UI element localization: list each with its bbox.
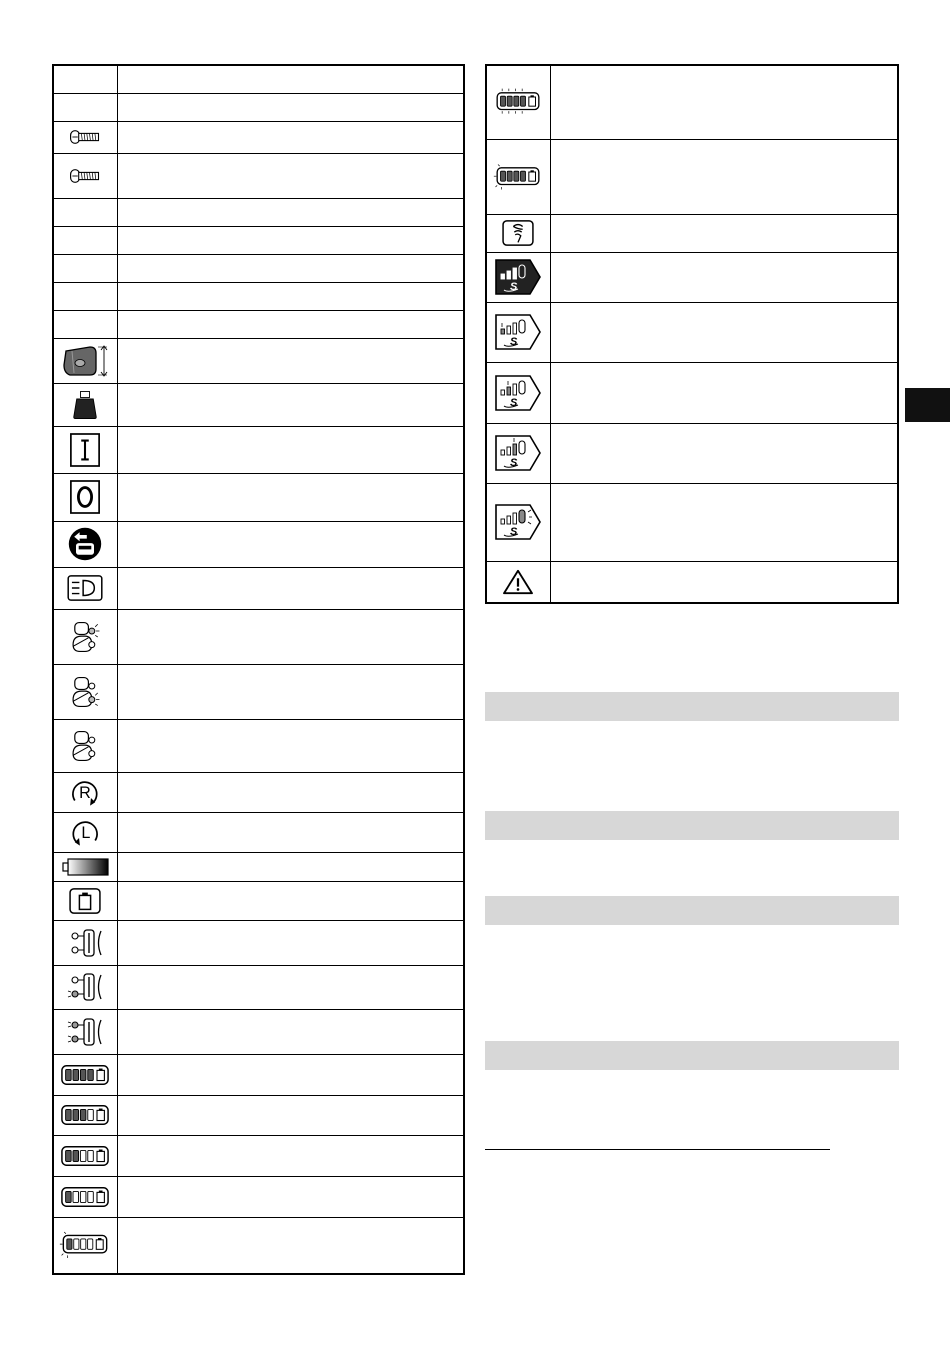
- symbol-glyph-text: [85, 84, 86, 85]
- mode-lower-lamp-icon: [68, 672, 102, 712]
- symbol-glyph-text: [85, 112, 86, 113]
- battery-release-icon: [67, 526, 103, 562]
- symbol-glyph-text: [85, 1168, 86, 1169]
- symbol-cell: [53, 881, 117, 920]
- symbol-row: [486, 561, 898, 603]
- symbol-cell: [53, 282, 117, 310]
- symbol-row: [53, 282, 464, 310]
- symbol-description: [117, 664, 464, 719]
- symbol-glyph-text: [518, 473, 519, 474]
- symbol-cell: [53, 920, 117, 965]
- symbol-row: [486, 423, 898, 483]
- symbol-cell: [53, 426, 117, 473]
- symbol-glyph-text: [85, 562, 86, 563]
- symbol-description: [550, 362, 898, 423]
- language-side-tab: [905, 388, 950, 422]
- symbol-row: [53, 198, 464, 226]
- footnote-rule: [485, 1149, 830, 1150]
- symbol-cell: [53, 1054, 117, 1095]
- symbol-glyph-text: [85, 329, 86, 330]
- symbol-description: [117, 1217, 464, 1274]
- symbol-cell: [53, 772, 117, 812]
- symbol-cell: [53, 1135, 117, 1176]
- svg-text:S: S: [510, 457, 518, 469]
- symbol-glyph-text: [85, 1127, 86, 1128]
- screw-icon: [67, 128, 103, 146]
- symbol-row: [53, 1009, 464, 1054]
- symbol-cell: [53, 664, 117, 719]
- symbol-description: [117, 473, 464, 521]
- svg-text:S: S: [510, 526, 518, 538]
- symbol-description: [117, 609, 464, 664]
- symbol-glyph-text: [518, 542, 519, 543]
- symbol-description: [117, 338, 464, 383]
- mode-both-off-icon: [68, 726, 102, 766]
- symbol-glyph-text: [85, 468, 86, 469]
- lamp-panel-both-on-icon: [67, 1013, 103, 1051]
- battery-all-blinking-icon: [493, 87, 543, 117]
- symbol-row: [53, 609, 464, 664]
- battery-level-4-icon: [59, 1063, 111, 1087]
- symbol-description: [550, 483, 898, 561]
- symbol-glyph-text: [85, 1209, 86, 1210]
- rotation-left-icon: [68, 815, 102, 849]
- symbol-description: [117, 812, 464, 852]
- symbol-cell: [53, 521, 117, 567]
- symbol-row: [53, 920, 464, 965]
- mode-upper-lamp-icon: [68, 617, 102, 657]
- symbol-cell: [486, 65, 550, 139]
- symbol-description: [117, 1009, 464, 1054]
- symbol-row: [486, 65, 898, 139]
- symbol-description: [117, 719, 464, 772]
- screw-icon: [67, 167, 103, 185]
- symbol-description: [117, 153, 464, 198]
- battery-level-1-icon: [59, 1185, 111, 1209]
- symbol-row: [53, 881, 464, 920]
- symbol-glyph-text: [518, 352, 519, 353]
- symbol-glyph-text: [85, 849, 86, 850]
- symbol-row: [53, 965, 464, 1009]
- empty-symbol: [70, 263, 100, 273]
- symbol-row: [53, 719, 464, 772]
- symbol-glyph-text: [85, 1051, 86, 1052]
- symbol-glyph-text: [85, 146, 86, 147]
- symbol-description: [550, 423, 898, 483]
- symbol-cell: [53, 254, 117, 282]
- warning-icon: [502, 568, 534, 596]
- symbol-row: [53, 121, 464, 153]
- symbol-row: [53, 226, 464, 254]
- symbol-glyph-text: [85, 217, 86, 218]
- symbol-glyph-text: [85, 515, 86, 516]
- symbol-cell: [53, 609, 117, 664]
- symbol-glyph-text: [518, 413, 519, 414]
- section-heading-bar-2: [485, 811, 899, 840]
- symbol-row: [53, 310, 464, 338]
- svg-text:L: L: [81, 823, 91, 842]
- symbol-row: [53, 426, 464, 473]
- symbol-glyph-text: [518, 191, 519, 192]
- rotation-right-icon: [68, 775, 102, 809]
- symbol-description: [117, 965, 464, 1009]
- symbol-cell: [53, 567, 117, 609]
- symbol-cell: [53, 1095, 117, 1135]
- symbol-cell: [53, 153, 117, 198]
- symbol-cell: [486, 302, 550, 362]
- symbol-row: [53, 1217, 464, 1274]
- section-heading-bar-1: [485, 692, 899, 721]
- symbol-cell: [486, 423, 550, 483]
- symbol-row: [486, 362, 898, 423]
- symbol-cell: [53, 65, 117, 93]
- cylinder-dimension-icon: [59, 343, 111, 379]
- symbol-description: [550, 302, 898, 362]
- work-light-icon: [66, 574, 104, 602]
- symbol-glyph-text: [85, 185, 86, 186]
- symbol-glyph-text: [85, 766, 86, 767]
- symbol-row: [53, 93, 464, 121]
- symbol-row: [486, 252, 898, 302]
- symbol-glyph-text: [85, 1259, 86, 1260]
- symbol-cell: [53, 812, 117, 852]
- symbol-description: [117, 254, 464, 282]
- symbol-description: [117, 426, 464, 473]
- svg-text:R: R: [79, 783, 92, 802]
- symbol-glyph-text: [85, 809, 86, 810]
- symbol-description: [117, 121, 464, 153]
- symbol-row: [53, 338, 464, 383]
- symbol-description: [117, 198, 464, 226]
- symbol-description: [117, 772, 464, 812]
- symbol-row: [53, 1176, 464, 1217]
- symbol-row: [53, 1095, 464, 1135]
- svg-text:S: S: [510, 396, 518, 409]
- symbol-glyph-text: [85, 602, 86, 603]
- symbol-cell: [486, 483, 550, 561]
- symbol-description: [117, 226, 464, 254]
- symbol-glyph-text: [85, 379, 86, 380]
- symbol-description: [550, 252, 898, 302]
- symbol-glyph-text: [85, 878, 86, 879]
- symbol-glyph-text: [85, 712, 86, 713]
- symbol-cell: [53, 338, 117, 383]
- symbol-glyph-text: [85, 273, 86, 274]
- symbol-row: [53, 65, 464, 93]
- symbol-cell: [486, 214, 550, 252]
- symbol-description: [550, 65, 898, 139]
- symbol-glyph-text: [518, 247, 519, 248]
- symbol-cell: [486, 362, 550, 423]
- speed-mode-s-lamp1-icon: [494, 312, 542, 352]
- symbol-cell: [486, 139, 550, 214]
- battery-level-2-icon: [59, 1144, 111, 1168]
- symbol-cell: [53, 383, 117, 426]
- symbol-cell: [53, 1217, 117, 1274]
- symbol-description: [117, 383, 464, 426]
- battery-level-blinking-icon: [59, 1231, 111, 1259]
- symbol-cell: [53, 473, 117, 521]
- symbol-row: [53, 153, 464, 198]
- symbol-glyph-text: [518, 596, 519, 597]
- weight-icon: [70, 387, 100, 423]
- switch-on-icon: [69, 432, 101, 468]
- symbol-row: [53, 567, 464, 609]
- symbol-row: [53, 664, 464, 719]
- symbol-row: [53, 521, 464, 567]
- symbol-cell: [53, 1176, 117, 1217]
- symbol-description: [117, 852, 464, 881]
- symbol-cell: [53, 852, 117, 881]
- symbols-table-right: [485, 64, 899, 604]
- symbol-glyph-text: [85, 962, 86, 963]
- symbol-row: [53, 772, 464, 812]
- symbol-glyph-text: [518, 117, 519, 118]
- symbol-glyph-text: [85, 301, 86, 302]
- symbol-description: [550, 214, 898, 252]
- symbol-description: [117, 920, 464, 965]
- symbol-glyph-text: [518, 297, 519, 298]
- speed-mode-s-lamp4-icon: [494, 502, 542, 542]
- symbol-cell: [53, 1009, 117, 1054]
- symbol-cell: [53, 719, 117, 772]
- symbol-description: [117, 567, 464, 609]
- battery-outline-icon: [68, 887, 102, 915]
- symbol-glyph-text: [85, 423, 86, 424]
- symbol-description: [117, 1095, 464, 1135]
- symbol-description: [117, 282, 464, 310]
- symbol-glyph-text: [85, 915, 86, 916]
- symbol-description: [550, 561, 898, 603]
- svg-text:S: S: [510, 336, 518, 348]
- svg-text:S: S: [510, 281, 518, 293]
- speed-mode-s-lamp3-icon: [494, 433, 542, 473]
- symbol-description: [117, 1176, 464, 1217]
- symbol-cell: [53, 121, 117, 153]
- empty-symbol: [70, 319, 100, 329]
- section-heading-bar-3: [485, 896, 899, 925]
- switch-off-icon: [69, 479, 101, 515]
- symbol-cell: [53, 965, 117, 1009]
- symbol-description: [117, 1135, 464, 1176]
- symbol-row: [486, 302, 898, 362]
- symbol-glyph-text: [85, 1006, 86, 1007]
- symbol-description: [117, 881, 464, 920]
- lamp-panel-lower-on-icon: [67, 968, 103, 1006]
- section-heading-bar-4: [485, 1041, 899, 1070]
- empty-symbol: [70, 102, 100, 112]
- symbol-cell: [486, 561, 550, 603]
- symbol-row: [53, 852, 464, 881]
- speed-mode-s-dark-icon: [494, 257, 542, 297]
- symbol-row: [53, 1054, 464, 1095]
- symbol-cell: [53, 93, 117, 121]
- symbol-row: [486, 139, 898, 214]
- lamp-panel-off-icon: [67, 924, 103, 962]
- empty-symbol: [70, 235, 100, 245]
- symbol-row: [53, 1135, 464, 1176]
- symbol-cell: [486, 252, 550, 302]
- symbol-description: [550, 139, 898, 214]
- symbol-row: [53, 254, 464, 282]
- symbol-row: [53, 812, 464, 852]
- symbol-description: [117, 310, 464, 338]
- symbol-cell: [53, 226, 117, 254]
- symbol-row: [53, 383, 464, 426]
- screw-mode-icon: [501, 219, 535, 247]
- speed-mode-s-lamp2-icon: [494, 373, 542, 413]
- symbol-row: [486, 483, 898, 561]
- battery-level-3-icon: [59, 1103, 111, 1127]
- symbols-table-left: [52, 64, 465, 1275]
- symbol-glyph-text: [85, 657, 86, 658]
- symbol-cell: [53, 310, 117, 338]
- symbol-row: [53, 473, 464, 521]
- symbol-description: [117, 65, 464, 93]
- empty-symbol: [70, 207, 100, 217]
- empty-symbol: [70, 291, 100, 301]
- symbol-cell: [53, 198, 117, 226]
- battery-overheat-blinking-icon: [493, 163, 543, 191]
- symbol-row: [486, 214, 898, 252]
- symbol-glyph-text: [85, 245, 86, 246]
- empty-symbol: [70, 74, 100, 84]
- symbol-description: [117, 93, 464, 121]
- symbol-description: [117, 521, 464, 567]
- battery-gradient-icon: [60, 856, 110, 878]
- symbol-glyph-text: [85, 1087, 86, 1088]
- symbol-description: [117, 1054, 464, 1095]
